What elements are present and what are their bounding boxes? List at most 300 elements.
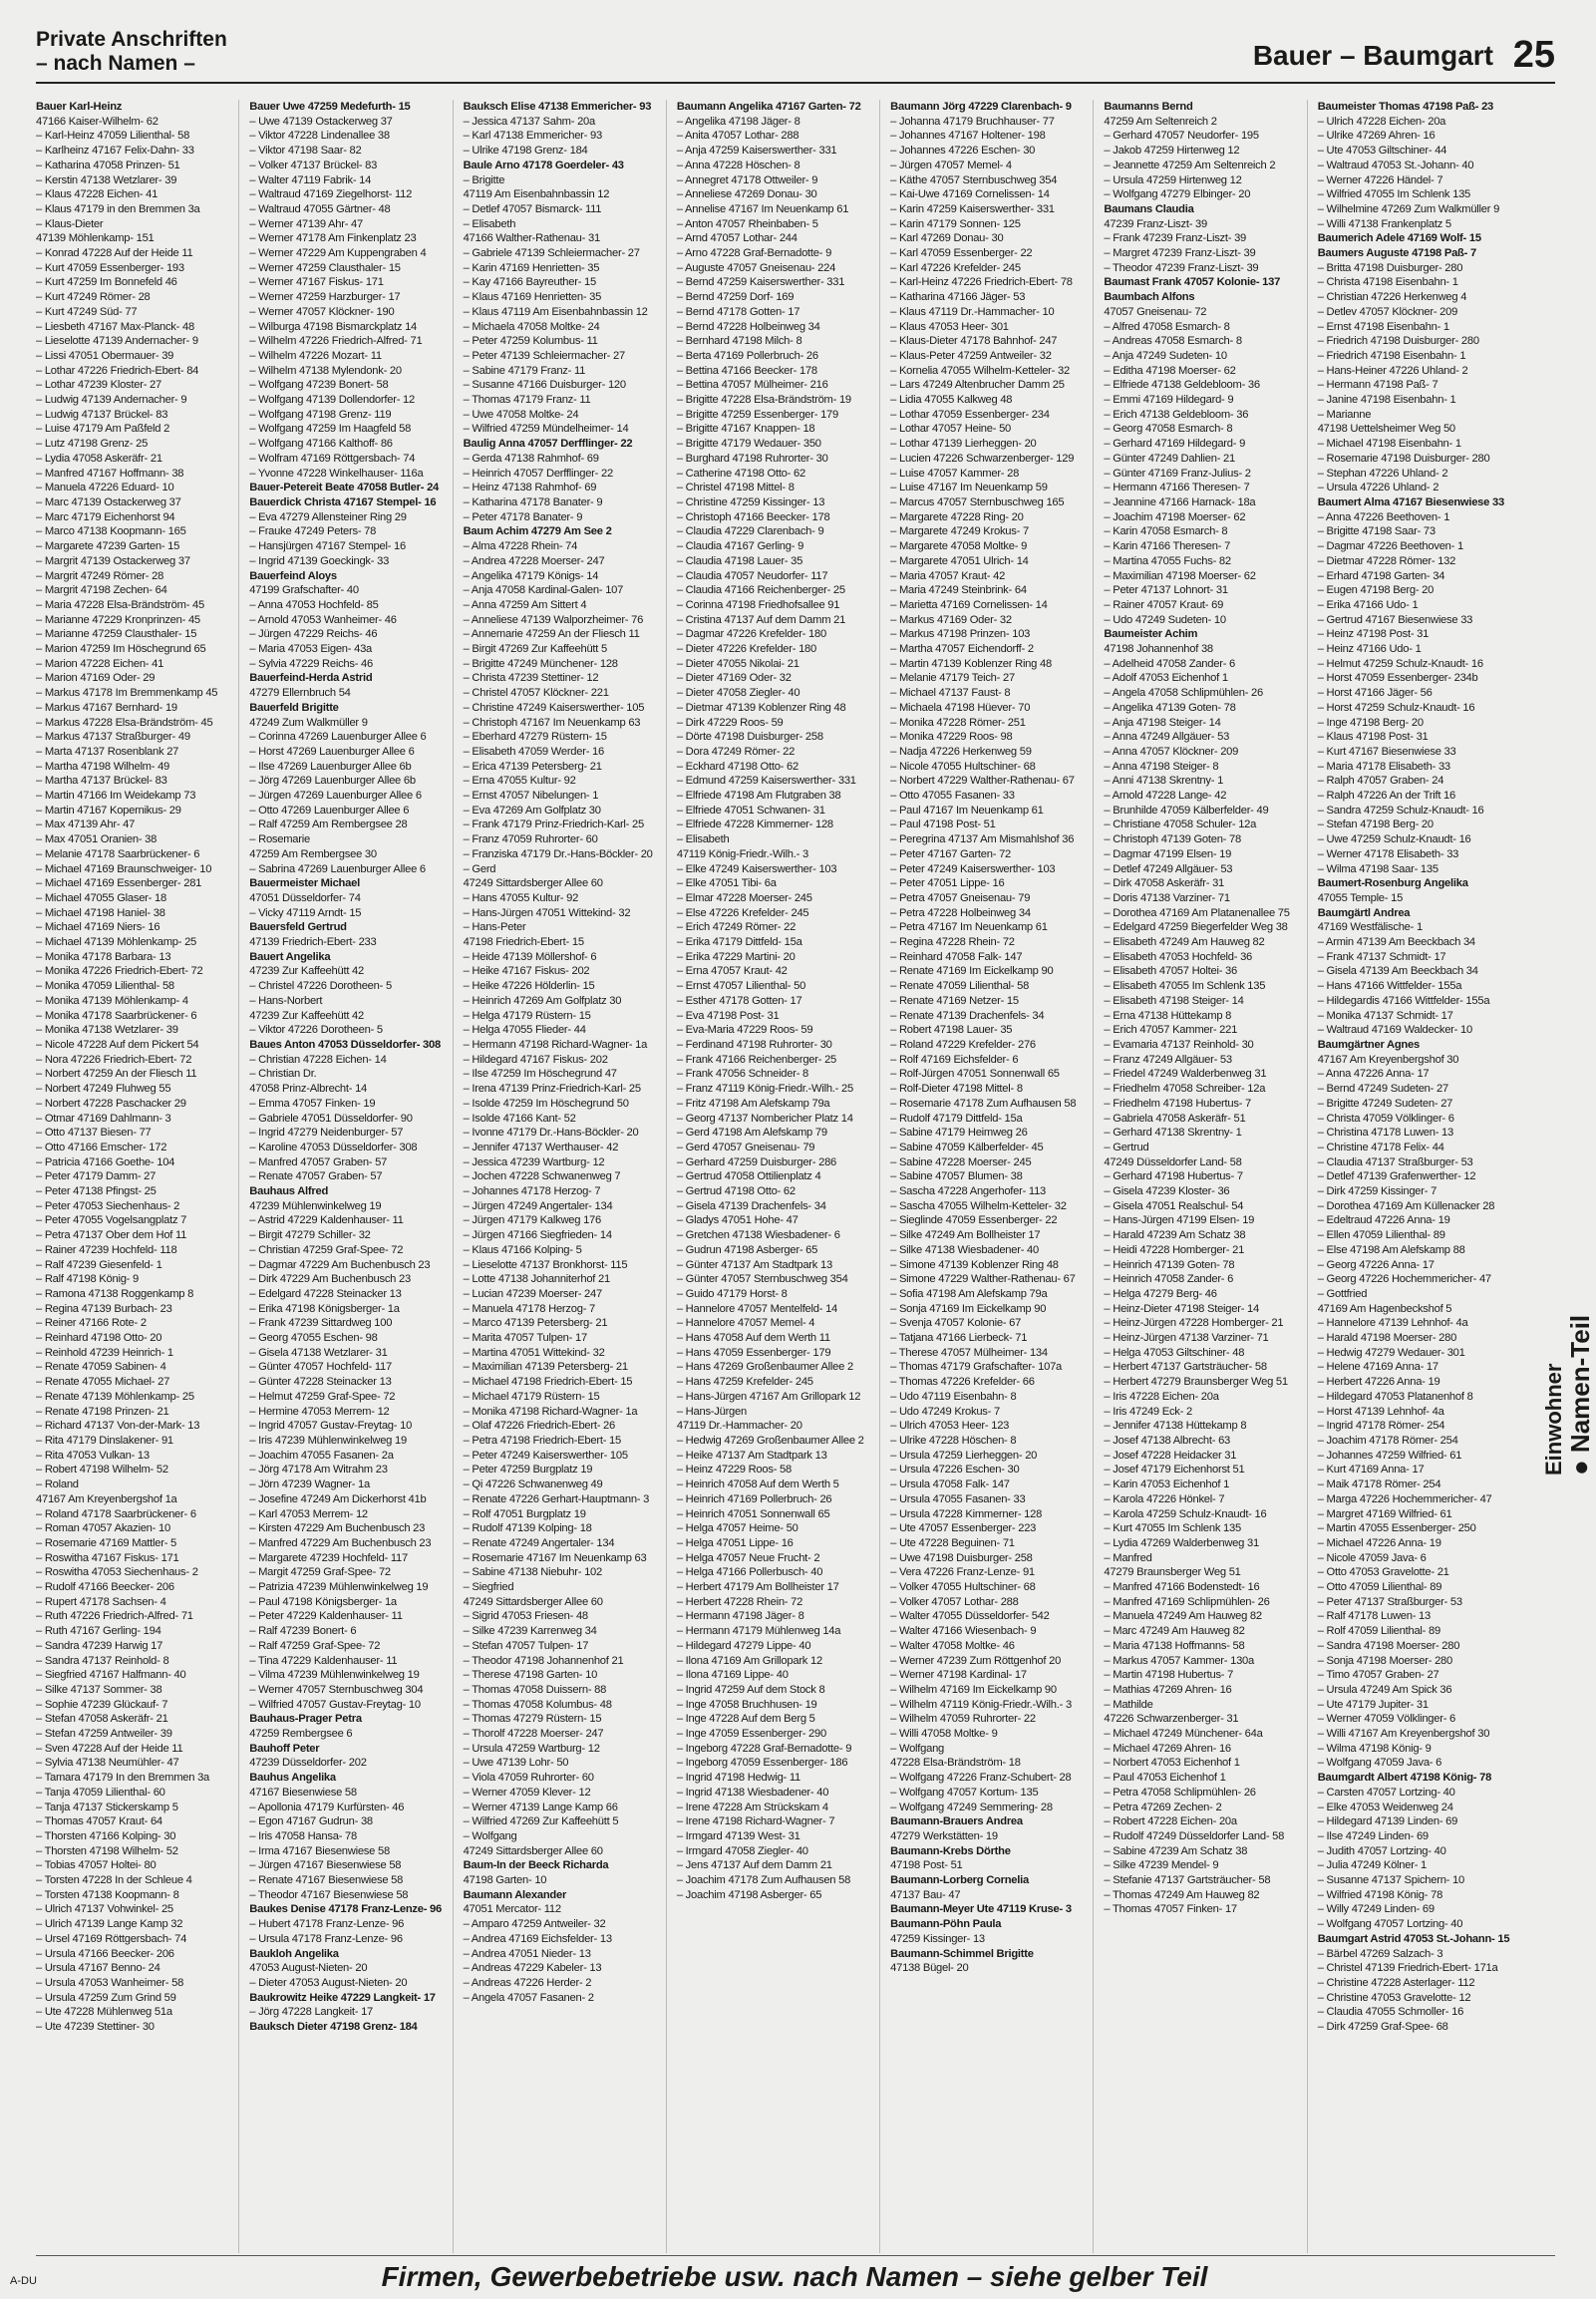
directory-entry: – Hans-Heiner 47226 Uhland- 2 [1317,364,1468,377]
directory-entry: – Anni 47138 Skrentny- 1 [1104,775,1224,788]
directory-entry: – Rita 47053 Vulkan- 13 [36,1449,150,1462]
directory-entry: Baumgärtner Agnes [1317,1039,1420,1051]
directory-entry: – Lothar 47059 Essenberger- 234 [890,408,1050,421]
directory-entry: – Heike 47137 Am Stadtpark 13 [676,1449,827,1462]
directory-entry: – Maik 47178 Römer- 254 [1317,1478,1441,1491]
directory-entry: – Waltraud 47169 Waldecker- 10 [1317,1024,1472,1037]
directory-entry: – Ralf 47198 König- 9 [36,1273,139,1286]
directory-entry: – Markus 47178 Im Bremmenkamp 45 [36,687,218,700]
directory-entry: – Thomas 47179 Franz- 11 [463,394,591,407]
directory-entry: – Manuela 47226 Eduard- 10 [36,482,174,494]
directory-entry: – Andreas 47226 Herder- 2 [463,1977,592,1989]
directory-entry: – Sabine 47179 Franz- 11 [463,364,586,377]
directory-entry: – Petra 47269 Zechen- 2 [1104,1801,1222,1813]
directory-entry: – Tanja 47059 Lilienthal- 60 [36,1786,165,1799]
directory-entry: 47239 Mühlenwinkelweg 19 [249,1199,382,1212]
directory-entry: – Heidi 47228 Homberger- 21 [1104,1243,1245,1256]
directory-entry: – Luise 47167 Im Neuenkamp 59 [890,482,1048,494]
directory-entry: – Franziska 47179 Dr.-Hans-Böckler- 20 [463,847,653,860]
directory-entry: – Helmut 47259 Graf-Spee- 72 [249,1390,396,1403]
directory-entry: Bauksch Elise 47138 Emmericher- 93 [463,101,652,113]
directory-entry: 47249 Düsseldorfer Land- 58 [1104,1155,1242,1168]
directory-entry: – Viktor 47228 Lindenallee 38 [249,130,390,143]
directory-entry: – Mathilde [1104,1698,1153,1711]
directory-entry: – Theodor 47198 Johannenhof 21 [463,1654,624,1667]
directory-entry: – Wilhelm 47138 Mylendonk- 20 [249,364,402,377]
directory-entry: – Petra 47057 Gneisenau- 79 [890,891,1031,904]
directory-entry: – Regina 47228 Rhein- 72 [890,936,1015,949]
directory-entry: – Johanna 47179 Bruchhauser- 77 [890,115,1055,128]
directory-entry: – Werner 47198 Kardinal- 17 [890,1669,1027,1682]
directory-entry: – Margarete 47239 Garten- 15 [36,540,180,553]
directory-entry: – Andreas 47229 Kabeler- 13 [463,1962,602,1975]
directory-entry: – Ralf 47178 Luwen- 13 [1317,1610,1431,1623]
directory-entry: – Georg 47226 Anna- 17 [1317,1258,1435,1271]
directory-entry: Baumert-Rosenburg Angelika [1317,877,1468,890]
directory-entry: – Regina 47139 Burbach- 23 [36,1302,172,1315]
directory-entry: – Wolfgang 47139 Dollendorfer- 12 [249,394,415,407]
directory-entry: – Wolfgang 47198 Grenz- 119 [249,408,392,421]
directory-entry: – Claudia 47166 Reichenberger- 25 [676,584,845,597]
directory-entry: – Helga 47057 Neue Frucht- 2 [676,1551,820,1564]
directory-entry: – Corinna 47269 Lauenburger Allee 6 [249,731,427,744]
directory-entry: – Hildegard 47139 Linden- 69 [1317,1815,1458,1828]
directory-entry: – Egon 47167 Gudrun- 38 [249,1815,373,1828]
directory-entry: – Wilburga 47198 Bismarckplatz 14 [249,320,418,333]
directory-entry: – Michael 47198 Eisenbahn- 1 [1317,438,1461,451]
directory-entry: – Hildegard 47279 Lippe- 40 [676,1639,811,1652]
directory-entry: – Willi 47138 Frankenplatz 5 [1317,217,1451,230]
directory-entry: – Detlef 47139 Grafenwerther- 12 [1317,1170,1476,1183]
directory-entry: – Silke 47239 Karrenweg 34 [463,1625,597,1638]
directory-entry: – Hannelore 47139 Lehnhof- 4a [1317,1317,1468,1330]
directory-entry: – Detlef 47057 Bismarck- 111 [463,202,602,215]
directory-entry: – Willy 47249 Linden- 69 [1317,1903,1435,1916]
directory-entry: – Martha 47198 Wilhelm- 49 [36,760,170,773]
directory-entry: – Ernst 47057 Lilienthal- 50 [676,980,806,993]
directory-entry: – Helga 47051 Lippe- 16 [676,1536,794,1549]
directory-entry: – Arnold 47053 Wanheimer- 46 [249,613,397,626]
directory-entry: – Paul 47198 Königsberger- 1a [249,1595,397,1608]
directory-entry: – Hans 47166 Wittfelder- 155a [1317,980,1462,993]
directory-entry: – Helene 47169 Anna- 17 [1317,1361,1438,1374]
directory-entry: – Dirk 47229 Am Buchenbusch 23 [249,1273,411,1286]
side-tab-label-1: Einwohner [1541,1363,1566,1476]
directory-entry: – Werner 47178 Am Finkenplatz 23 [249,232,417,245]
directory-entry: Baule Arno 47178 Goerdeler- 43 [463,159,624,171]
directory-entry: – Detlef 47249 Allgäuer- 53 [1104,862,1233,875]
directory-entry: – Isolde 47259 Im Höschegrund 50 [463,1097,629,1110]
directory-entry: – Markus 47057 Kammer- 130a [1104,1654,1254,1667]
directory-column-5 [890,100,1094,2253]
directory-entry: – Elisabeth 47055 Im Schlenk 135 [1104,980,1266,993]
directory-entry: – Claudia 47229 Clarenbach- 9 [676,525,824,538]
directory-entry: – Wolfgang 47059 Java- 6 [1317,1757,1442,1770]
directory-entry: – Arnold 47228 Lange- 42 [1104,790,1227,803]
directory-entry: – Helga 47179 Rüstern- 15 [463,1009,591,1022]
directory-entry: – Klaus-Dieter [36,217,104,230]
directory-entry: – Rosemarie 47169 Mattler- 5 [36,1536,176,1549]
directory-entry: – Werner 47059 Völklinger- 6 [1317,1713,1456,1726]
directory-entry: – Herbert 47137 Gartsträucher- 58 [1104,1361,1267,1374]
directory-entry: – Otto 47137 Biesen- 77 [36,1127,152,1140]
directory-entry: – Jürgen 47166 Siegfrieden- 14 [463,1229,612,1242]
directory-entry: – Anja 47259 Kaiserswerther- 331 [676,145,837,158]
directory-entry: – Tobias 47057 Holtei- 80 [36,1859,157,1872]
directory-entry: – Adelheid 47058 Zander- 6 [1104,657,1236,670]
directory-entry: – Heinz-Jürgen 47228 Homberger- 21 [1104,1317,1284,1330]
directory-entry: Baukrowitz Heike 47229 Langkeit- 17 [249,1991,436,2004]
directory-entry: – Günter 47228 Steinacker 13 [249,1376,392,1389]
directory-entry: Baumanns Bernd [1104,101,1193,113]
directory-entry: – Kay 47166 Bayreuther- 15 [463,276,596,289]
directory-entry: – Hildegard 47053 Platanenhof 8 [1317,1390,1473,1403]
directory-entry: – Jessica 47239 Wartburg- 12 [463,1155,605,1168]
directory-entry: Baumans Claudia [1104,202,1194,215]
directory-entry: – Helga 47053 Giltschiner- 48 [1104,1346,1245,1359]
directory-entry: – Rudolf 47249 Düsseldorfer Land- 58 [1104,1829,1285,1842]
directory-entry: – Tina 47229 Kaldenhauser- 11 [249,1654,398,1667]
directory-entry: – Marc 47139 Ostackerweg 37 [36,495,181,508]
directory-entry: – Robert 47228 Eichen- 20a [1104,1815,1237,1828]
directory-entry: – Lothar 47239 Kloster- 27 [36,379,161,392]
directory-entry: – Hannelore 47057 Memel- 4 [676,1317,815,1330]
directory-entry: – Walter 47055 Düsseldorfer- 542 [890,1610,1050,1623]
directory-entry: – Hans-Jürgen 47167 Am Grillopark 12 [676,1390,861,1403]
directory-entry: – Rainer 47239 Hochfeld- 118 [36,1243,177,1256]
directory-entry: – Rudolf 47139 Kolping- 18 [463,1522,592,1535]
directory-entry: – Sabine 47179 Heimweg 26 [890,1127,1028,1140]
directory-entry: – Ursula 47226 Uhland- 2 [1317,482,1439,494]
directory-entry: – Gabriele 47051 Düsseldorfer- 90 [249,1112,413,1125]
directory-entry: – Otto 47059 Lilienthal- 89 [1317,1581,1442,1594]
directory-entry: – Jeannette 47259 Am Seltenreich 2 [1104,159,1276,171]
directory-entry: – Marianne 47259 Clausthaler- 15 [36,628,197,641]
directory-entry: – Hans 47055 Kultur- 92 [463,891,579,904]
directory-entry: – Ralf 47259 Graf-Spee- 72 [249,1639,381,1652]
directory-entry: – Torsten 47228 In der Schleue 4 [36,1874,192,1887]
directory-entry: – Monika 47178 Barbara- 13 [36,950,171,963]
directory-entry: – Werner 47167 Fiskus- 171 [249,276,384,289]
directory-entry: – Christine 47228 Asterlager- 112 [1317,1977,1475,1989]
directory-entry: Baumann-Pöhn Paula [890,1918,1002,1931]
directory-entry: – Gertrud 47167 Biesenwiese 33 [1317,613,1473,626]
directory-entry: – Claudia 47137 Straßburger- 53 [1317,1155,1473,1168]
directory-entry: – Katharina 47166 Jäger- 53 [890,291,1026,304]
directory-entry: – Werner 47139 Ahr- 47 [249,217,363,230]
directory-entry: 47051 Mercator- 112 [463,1903,561,1916]
directory-entry: – Ursula 47259 Zum Grind 59 [36,1991,176,2004]
directory-entry: – Gerhard 47057 Neudorfer- 195 [1104,130,1259,143]
directory-entry: – Michael 47137 Faust- 8 [890,687,1011,700]
directory-entry: – Manfred 47169 Schlipmühlen- 26 [1104,1595,1270,1608]
directory-entry: – Viola 47059 Ruhrorter- 60 [463,1772,594,1785]
footer-divider [36,2255,1555,2256]
directory-entry: – Bernd 47178 Gotten- 17 [676,305,800,318]
directory-entry: – Gottfried [1317,1287,1368,1300]
directory-entry: – Dorothea 47169 Am Küllenacker 28 [1317,1199,1495,1212]
directory-entry: – Ralf 47239 Giesenfeld- 1 [36,1258,162,1271]
directory-entry: – Hans 47259 Krefelder- 245 [676,1376,813,1389]
directory-entry: – Christa 47198 Eisenbahn- 1 [1317,276,1458,289]
directory-entry: – Willi 47058 Moltke- 9 [890,1728,998,1741]
directory-entry: 47259 Kissinger- 13 [890,1932,985,1945]
directory-entry: 47166 Walther-Rathenau- 31 [463,232,600,245]
directory-entry: – Markus 47167 Bernhard- 19 [36,701,177,714]
directory-entry: – Christine 47178 Felix- 44 [1317,1141,1444,1153]
directory-entry: – Anneliese 47269 Donau- 30 [676,188,817,201]
directory-entry: – Wilhelm 47169 Im Eickelkamp 90 [890,1683,1057,1696]
directory-entry: – Harald 47198 Moerser- 280 [1317,1332,1457,1345]
directory-entry: – Marga 47226 Hochemmericher- 47 [1317,1492,1492,1505]
directory-entry: Bauhus Angelika [249,1772,336,1785]
directory-entry: – Ingrid 47198 Hedwig- 11 [676,1772,800,1785]
directory-entry: – Margrit 47249 Römer- 28 [36,569,164,582]
directory-entry: – Ivonne 47179 Dr.-Hans-Böckler- 20 [463,1127,639,1140]
directory-entry: – Petra 47228 Holbeinweg 34 [890,906,1031,919]
directory-entry: – Herbert 47226 Anna- 19 [1317,1376,1440,1389]
directory-entry: – Ilona 47169 Am Grillopark 12 [676,1654,822,1667]
directory-entry: 47169 Westfälische- 1 [1317,921,1423,934]
directory-entry: – Elisabeth [676,833,730,846]
directory-entry: – Friedrich 47198 Duisburger- 280 [1317,335,1479,348]
directory-entry: Bauert Angelika [249,950,331,963]
directory-entry: – Käthe 47057 Sternbuschweg 354 [890,173,1058,186]
directory-entry: – Gerd 47057 Gneisenau- 79 [676,1141,815,1153]
directory-entry: – Brigitte 47259 Essenberger- 179 [676,408,839,421]
directory-entry: 47198 Johannenhof 38 [1104,643,1213,656]
directory-entry: – Christel 47057 Klöckner- 221 [463,687,609,700]
directory-entry: – Anna 47228 Höschen- 8 [676,159,800,171]
directory-entry: – Ulrike 47228 Höschen- 8 [890,1434,1017,1447]
directory-entry: – Roman 47057 Akazien- 10 [36,1522,170,1535]
directory-entry: – Werner 47057 Klöckner- 190 [249,305,395,318]
directory-entry: – Sylvia 47138 Neumühler- 47 [36,1757,179,1770]
directory-entry: – Kurt 47055 Im Schlenk 135 [1104,1522,1241,1535]
directory-entry: – Simone 47229 Walther-Rathenau- 67 [890,1273,1076,1286]
directory-entry: Baukes Denise 47178 Franz-Lenze- 96 [249,1903,442,1916]
directory-entry: – Dörte 47198 Duisburger- 258 [676,731,823,744]
directory-entry: – Peregrina 47137 Am Mismahlshof 36 [890,833,1075,846]
directory-entry: – Heinz-Jürgen 47138 Varziner- 71 [1104,1332,1269,1345]
directory-entry: – Martina 47055 Fuchs- 82 [1104,554,1231,567]
directory-entry: – Michael 47198 Friedrich-Ebert- 15 [463,1376,633,1389]
directory-entry: – Helmut 47259 Schulz-Knaudt- 16 [1317,657,1483,670]
directory-entry: – Gabriela 47058 Askeräfr- 51 [1104,1112,1246,1125]
directory-entry: – Heinz 47198 Post- 31 [1317,628,1430,641]
directory-entry: – Irmgard 47139 West- 31 [676,1829,800,1842]
directory-entry: – Dirk 47259 Graf-Spee- 68 [1317,2021,1448,2034]
directory-entry: – Brigitte 47249 Sudeten- 27 [1317,1097,1453,1110]
directory-entry: – Sigrid 47053 Friesen- 48 [463,1610,588,1623]
directory-entry: – Karl 47059 Essenberger- 22 [890,247,1033,260]
directory-entry: – Volker 47055 Hultschiner- 68 [890,1581,1036,1594]
directory-entry: – Michael 47169 Essenberger- 281 [36,877,202,890]
directory-entry: – Ramona 47138 Roggenkamp 8 [36,1287,194,1300]
directory-entry: – Guido 47179 Horst- 8 [676,1287,788,1300]
directory-entry: – Norbert 47229 Walther-Rathenau- 67 [890,775,1075,788]
directory-entry: – Ingrid 47057 Gustav-Freytag- 10 [249,1420,413,1433]
directory-entry: – Frank 47179 Prinz-Friedrich-Karl- 25 [463,819,644,831]
directory-entry: – Wilma 47198 König- 9 [1317,1742,1432,1755]
directory-entry: – Josef 47228 Heidacker 31 [1104,1449,1237,1462]
directory-entry: – Horst 47139 Lehnhof- 4a [1317,1405,1444,1418]
directory-entry: – Anja 47058 Kardinal-Galen- 107 [463,584,624,597]
directory-entry: – Heinz 47229 Roos- 58 [676,1464,792,1477]
directory-entry: – Richard 47137 Von-der-Mark- 13 [36,1420,200,1433]
directory-entry: – Karin 47259 Kaiserswerther- 331 [890,202,1055,215]
directory-entry: – Erich 47057 Kammer- 221 [1104,1024,1238,1037]
directory-entry: – Günter 47057 Sternbuschweg 354 [676,1273,848,1286]
directory-entry: – Petra 47058 Schlipmühlen- 26 [1104,1786,1256,1799]
directory-entry: – Karl 47138 Emmericher- 93 [463,130,602,143]
directory-entry: – Janine 47198 Eisenbahn- 1 [1317,394,1456,407]
directory-entry: 47279 Werkstätten- 19 [890,1829,998,1842]
directory-entry: – Joachim 47178 Römer- 254 [1317,1434,1458,1447]
directory-entry: – Peter 47053 Siechenhaus- 2 [36,1199,180,1212]
directory-entry: Baumbach Alfons [1104,291,1195,304]
directory-entry: – Sandra 47239 Harwig 17 [36,1639,163,1652]
directory-entry: – Dietmar 47139 Koblenzer Ring 48 [676,701,846,714]
directory-entry: – Ingrid 47139 Goeckingk- 33 [249,554,390,567]
directory-entry: – Margrit 47198 Zechen- 64 [36,584,167,597]
directory-entry: – Martha 47137 Brückel- 83 [36,775,167,788]
directory-entry: – Manuela 47178 Herzog- 7 [463,1302,596,1315]
directory-entry: – Paul 47053 Eichenhof 1 [1104,1772,1226,1785]
directory-entry: – Werner 47178 Elisabeth- 33 [1317,847,1459,860]
directory-entry: – Anna 47226 Anna- 17 [1317,1068,1430,1081]
directory-entry: – Ludwig 47139 Andernacher- 9 [36,394,187,407]
directory-entry: – Heike 47167 Fiskus- 202 [463,965,590,978]
directory-entry: Baumeister Thomas 47198 Paß- 23 [1317,101,1494,113]
side-tab-label-2: ● Namen-Teil [1565,1314,1595,1476]
directory-entry: – Werner 47239 Zum Röttgenhof 20 [890,1654,1062,1667]
directory-entry: – Inge 47059 Essenberger- 290 [676,1728,826,1741]
directory-entry: – Maria 47138 Hoffmanns- 58 [1104,1639,1245,1652]
directory-entry: – Elmar 47228 Moerser- 245 [676,891,812,904]
directory-entry: – Brigitte [463,173,505,186]
directory-entry: – Erica 47139 Petersberg- 21 [463,760,602,773]
directory-entry: – Dagmar 47199 Elsen- 19 [1104,847,1232,860]
directory-entry: – Apollonia 47179 Kurfürsten- 46 [249,1801,405,1813]
directory-entry: – Erika 47198 Königsberger- 1a [249,1302,400,1315]
directory-entry: – Werner 47229 Am Kuppengraben 4 [249,247,427,260]
directory-entry: – Horst 47259 Schulz-Knaudt- 16 [1317,701,1475,714]
directory-entry: – Andrea 47051 Nieder- 13 [463,1947,591,1960]
directory-entry: – Manfred 47166 Bodenstedt- 16 [1104,1581,1260,1594]
directory-entry: – Elisabeth 47053 Hochfeld- 36 [1104,950,1253,963]
directory-entry: – Britta 47198 Duisburger- 280 [1317,261,1463,274]
directory-entry: – Lissi 47051 Obermauer- 39 [36,349,174,362]
directory-entry: – Monika 47059 Lilienthal- 58 [36,980,174,993]
directory-entry: – Anton 47057 Rheinbaben- 5 [676,217,818,230]
directory-entry: – Manfred 47167 Hoffmann- 38 [36,467,184,480]
footer-note: Firmen, Gewerbebetriebe usw. nach Namen – siehe gelber Teil [381,2261,1208,2292]
directory-entry: – Gertrud 47058 Ottilienplatz 4 [676,1170,821,1183]
directory-entry: – Udo 47249 Sudeten- 10 [1104,613,1226,626]
directory-entry: – Dieter 47226 Krefelder- 180 [676,643,816,656]
directory-entry: – Helga 47279 Berg- 46 [1104,1287,1217,1300]
directory-entry: 47226 Schwarzenberger- 31 [1104,1713,1239,1726]
directory-entry: – Ute 47228 Beguinen- 71 [890,1536,1015,1549]
directory-entry: – Maria 47178 Elisabeth- 33 [1317,760,1450,773]
directory-entry: – Herbert 47279 Braunsberger Weg 51 [1104,1376,1288,1389]
directory-entry: 47057 Gneisenau- 72 [1104,305,1207,318]
directory-entry: – Karl-Heinz 47059 Lilienthal- 58 [36,130,190,143]
directory-entry: – Anna 47259 Am Sittert 4 [463,598,587,611]
directory-entry: – Sabine 47057 Blumen- 38 [890,1170,1023,1183]
directory-entry: – Christina 47178 Luwen- 13 [1317,1127,1453,1140]
directory-entry: – Patrizia 47239 Mühlenwinkelweg 19 [249,1581,429,1594]
directory-entry: – Sophie 47239 Glückauf- 7 [36,1698,168,1711]
directory-entry: – Roland 47178 Saarbrückener- 6 [36,1507,196,1520]
directory-entry: – Peter 47229 Kaldenhauser- 11 [249,1610,403,1623]
directory-entry: – Svenja 47057 Kolonie- 67 [890,1317,1022,1330]
directory-entry: – Erika 47179 Dittfeld- 15a [676,936,802,949]
directory-entry: – Erna 47138 Hüttekamp 8 [1104,1009,1232,1022]
directory-entry: – Otto 47055 Fasanen- 33 [890,790,1015,803]
directory-entry: – Luise 47057 Kammer- 28 [890,467,1020,480]
directory-entry: – Jörn 47239 Wagner- 1a [249,1478,370,1491]
directory-entry: Baumann Angelika 47167 Garten- 72 [676,101,861,113]
directory-entry: – Heide 47139 Möllershof- 6 [463,950,597,963]
directory-entry: – Erna 47057 Kraut- 42 [676,965,788,978]
directory-entry: – Ursula 47167 Benno- 24 [36,1962,160,1975]
directory-entry: – Gerda 47138 Rahmhof- 69 [463,452,599,465]
directory-entry: – Ursula 47259 Wartburg- 12 [463,1742,600,1755]
directory-entry: – Lothar 47139 Lierheggen- 20 [890,438,1037,451]
directory-entry: – Bernhard 47198 Milch- 8 [676,335,802,348]
directory-entry: Baumann-Lorberg Cornelia [890,1874,1029,1887]
directory-entry: – Ulrich 47228 Eichen- 20a [1317,115,1446,128]
directory-entry: – Sieglinde 47059 Essenberger- 22 [890,1214,1058,1227]
directory-entry: – Paul 47198 Post- 51 [890,819,996,831]
directory-entry: – Christa 47059 Völklinger- 6 [1317,1112,1454,1125]
directory-entry: – Jürgen 47249 Angertaler- 134 [463,1199,613,1212]
directory-entry: – Monika 47226 Friedrich-Ebert- 72 [36,965,203,978]
directory-entry: – Martina 47051 Wittekind- 32 [463,1346,605,1359]
directory-entry: Baumann-Brauers Andrea [890,1815,1023,1828]
directory-entry: – Erhard 47198 Garten- 34 [1317,569,1445,582]
directory-entry: – Helga 47055 Flieder- 44 [463,1024,586,1037]
directory-entry: – Brigitte 47249 Münchener- 128 [463,657,618,670]
directory-entry: – Frank 47239 Sittardweg 100 [249,1317,393,1330]
directory-entry: 47119 Dr.-Hammacher- 20 [676,1420,802,1433]
directory-entry: – Monika 47229 Roos- 98 [890,731,1013,744]
directory-entry: 47137 Bau- 47 [890,1888,961,1901]
directory-entry: – Otmar 47169 Dahlmann- 3 [36,1112,171,1125]
directory-entry: – Jessica 47137 Sahm- 20a [463,115,595,128]
directory-entry: – Dirk 47229 Roos- 59 [676,716,784,729]
directory-entry: – Ursel 47169 Röttgersbach- 74 [36,1932,187,1945]
directory-entry: – Helga 47166 Pollerbusch- 40 [676,1566,823,1579]
directory-entry: – Angela 47057 Fasanen- 2 [463,1991,594,2004]
directory-entry: Bauermeister Michael [249,877,360,890]
directory-entry: – Thomas 47179 Grafschafter- 107a [890,1361,1063,1374]
directory-entry: – Klaus 47228 Eichen- 41 [36,188,159,201]
directory-entry: – Marianne [1317,408,1372,421]
directory-entry: – Hermann 47179 Mühlenweg 14a [676,1625,841,1638]
directory-entry: – Wilma 47198 Saar- 135 [1317,862,1438,875]
directory-entry: – Christel 47198 Mittel- 8 [676,482,795,494]
directory-entry: – Astrid 47229 Kaldenhauser- 11 [249,1214,404,1227]
directory-entry: – Renate 47139 Möhlenkamp- 25 [36,1390,194,1403]
directory-entry: – Annemarie 47259 An der Fliesch 11 [463,628,640,641]
directory-entry: – Simone 47139 Koblenzer Ring 48 [890,1258,1059,1271]
directory-entry: – Günter 47169 Franz-Julius- 2 [1104,467,1251,480]
directory-entry: – Berta 47169 Pollerbruch- 26 [676,349,818,362]
directory-entry: – Peter 47138 Pfingst- 25 [36,1185,157,1198]
